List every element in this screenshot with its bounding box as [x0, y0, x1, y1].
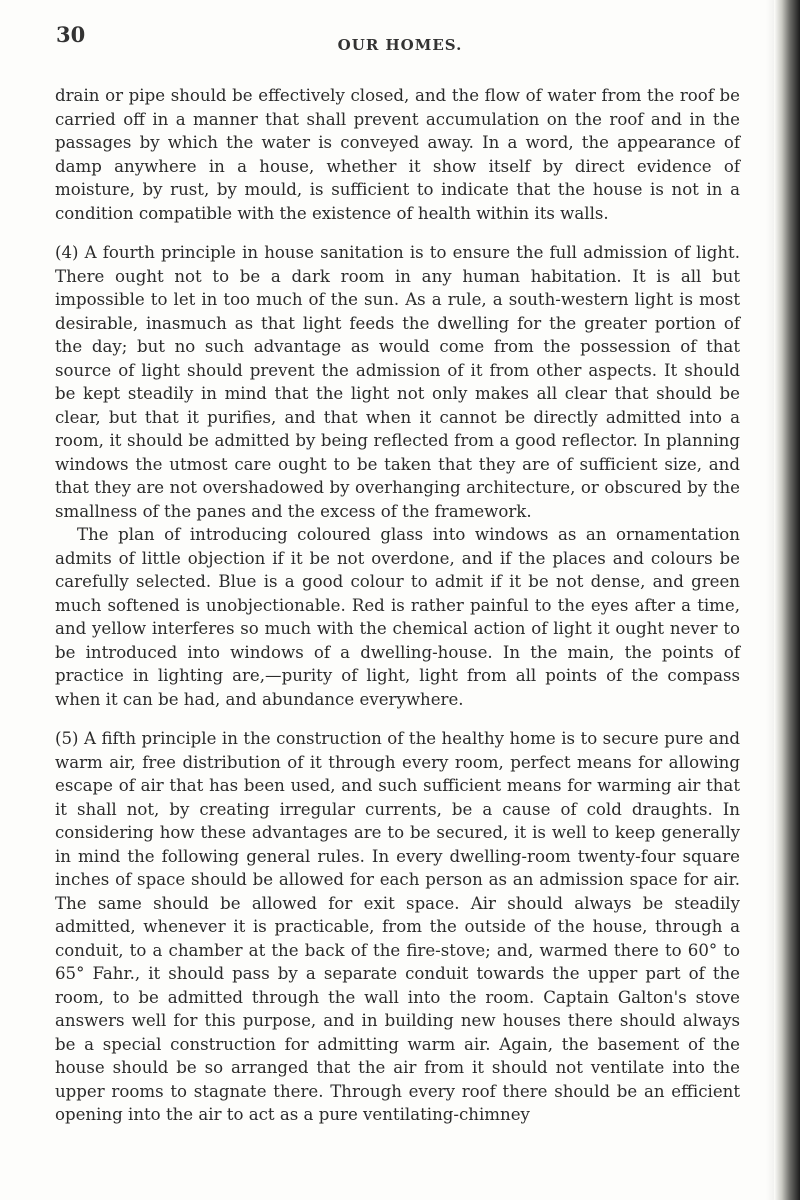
- page-number: 30: [56, 22, 86, 47]
- body-text: [55, 84, 740, 1127]
- page-binding-edge: [774, 0, 800, 1200]
- paragraph-2: (4) A fourth principle in house sanitation is to ensure the full admission of light. There ought not to be a dark room in any human habitation. It is all but impossible to let in too much of the sun. As a rule, a south-western light is most desirable, inasmuch as that light feeds the dwelling for the greater portion of the day; but no such advantage as would come from the possession of that source of light should prevent the admission of it from other aspects. It should be kept steadily in mind that the light not only makes all clear that should be clear, but that it purifies, and that when it cannot be directly admitted into a room, it should be admitted by being reflected from a good reflector. In planning windows the utmost care ought to be taken that they are of sufficient size, and that they are not overshadowed by overhanging architecture, or obscured by the smallness of the panes and the excess of the framework.: [55, 243, 740, 521]
- paragraph-4: (5) A fifth principle in the construction of the healthy home is to secure pure and warm air, free distribution of it through every room, perfect means for allowing escape of air that has been used, and such sufficient means for warming air that it shall not, by creating irregular currents, be a cause of cold draughts. In considering how these advantages are to be secured, it is well to keep generally in mind the following general rules. In every dwelling-room twenty-four square inches of space should be allowed for each person as an admission space for air. The same should be allowed for exit space. Air should always be steadily admitted, whenever it is practicable, from the outside of the house, through a conduit, to a chamber at the back of the fire-stove; and, warmed there to 60° to 65° Fahr., it should pass by a separate conduit towards the upper part of the room, to be admitted through the wall into the room. Captain Galton's stove answers well for this purpose, and in building new houses there should always be a special construction for admitting warm air. Again, the basement of the house should be so arranged that the air from it should not ventilate into the upper rooms to stagnate there. Through every roof there should be an efficient opening into the air to act as a pure ventilating-chimney: [55, 729, 740, 1124]
- paragraph-3: The plan of introducing coloured glass into windows as an ornamentation admits of little objection if it be not overdone, and if the places and colours be carefully selected. Blue is a good colour to admit if it be not dense, and green much softened is unobjectionable. Red is rather painful to the eyes after a time, and yellow interferes so much with the chemical action of light it ought never to be introduced into windows of a dwelling-house. In the main, the points of practice in lighting are,—purity of light, light from all points of the compass when it can be had, and abundance everywhere.: [55, 525, 740, 709]
- paragraph-1: drain or pipe should be effectively closed, and the flow of water from the roof be carried off in a manner that shall prevent accumulation on the roof and in the passages by which the water is conveyed away. In a word, the appearance of damp anywhere in a house, whether it show itself by direct evidence of moisture, by rust, by mould, is sufficient to indicate that the house is not in a condition compatible with the existence of health within its walls.: [55, 86, 740, 223]
- running-head: OUR HOMES.: [337, 36, 463, 54]
